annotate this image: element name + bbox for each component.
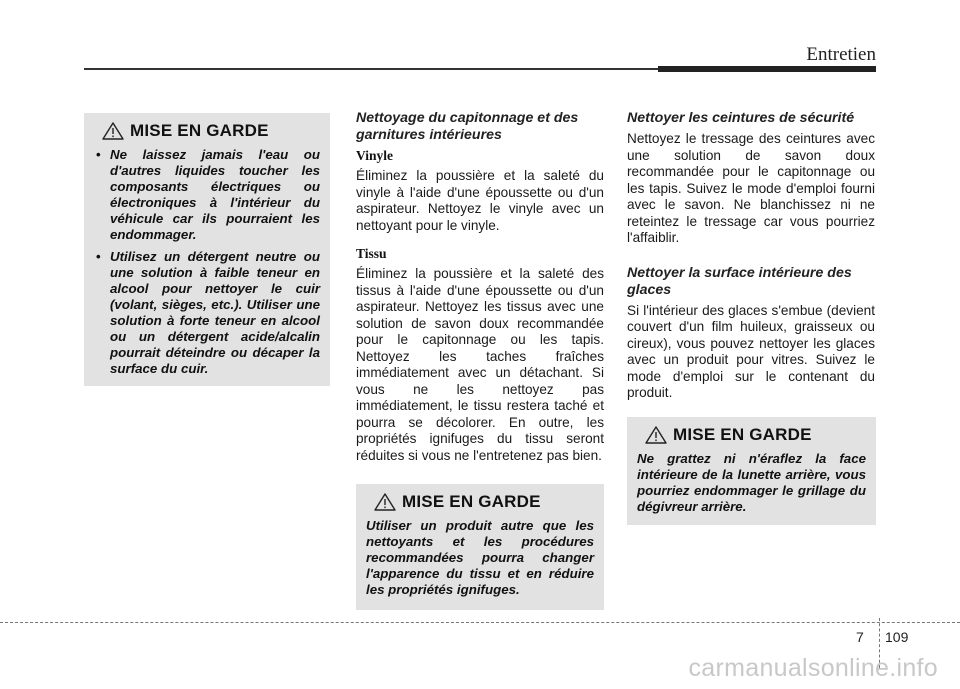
warning-text: Utiliser un produit autre que les nettoyants et les procédures recommandées pourra changer l'apparence du tissu et en réduire les propriétés ignifuges.: [366, 518, 594, 597]
warning-item: • Ne laissez jamais l'eau ou d'autres liquides toucher les composants électriques ou électroniques à l'intérieur du véhicule car ils pourraient les endommager.: [94, 147, 320, 243]
middle-column: [356, 110, 604, 476]
warning-item: • Utilisez un détergent neutre ou une solution à faible teneur en alcool pour nettoyer le cuir (volant, sièges, etc.). Utiliser une solution à forte teneur en alcool ou un détergent acide/alcalin pourrait déteindre ou décaper la surface du cuir.: [94, 249, 320, 377]
warning-title: MISE EN GARDE: [402, 492, 541, 511]
warning-box-right: [627, 417, 876, 525]
seatbelts-text: Nettoyez le tressage des ceintures avec une solution de savon doux recommandée pour le capitonnage ou les tapis. Suivez le mode d'emploi fourni avec le savon. Ne blanchissez ni ne reteintez le tressage car vous pourriez l'affaiblir.: [627, 131, 875, 245]
header-rule: [84, 68, 664, 70]
chapter-number: 7: [856, 629, 864, 645]
upholstery-heading: Nettoyage du capitonnage et des garnitures intérieures: [356, 110, 579, 143]
right-column: [627, 110, 875, 414]
glass-heading: Nettoyer la surface intérieure des glaces: [627, 264, 852, 298]
warning-triangle-icon: [374, 493, 396, 511]
warning-text: Ne grattez ni n'éraflez la face intérieure de la lunette arrière, vous pourriez endommager le grillage du dégivreur arrière.: [637, 451, 866, 514]
fabric-text: Éliminez la poussière et la saleté des tissus à l'aide d'une époussette ou d'un aspirateur. Nettoyez les tissus avec une solution de savon doux recommandée pour le capitonnage ou les tapis. Nettoyez les taches fraîches immédiatement avec un détachant. Si vous ne les nettoyez pas immédiatement, le tissu restera taché et pourra se décolorer. En outre, les propriétés ignifuges du tissu seront réduites si vous ne l'entretenez pas bien.: [356, 266, 604, 463]
vinyl-text: Éliminez la poussière et la saleté du vinyle à l'aide d'une époussette ou d'un aspirateur. Nettoyez le vinyle avec un nettoyant pour le vinyle.: [356, 168, 604, 233]
warning-header: [366, 492, 594, 512]
warning-header: [94, 121, 320, 141]
warning-title: MISE EN GARDE: [130, 121, 269, 140]
fabric-heading: Tissu: [356, 246, 387, 261]
warning-box-middle: [356, 484, 604, 610]
seatbelts-heading: Nettoyer les ceintures de sécurité: [627, 110, 855, 126]
warning-list: [94, 147, 320, 377]
watermark: carmanualsonline.info: [688, 654, 938, 682]
warning-triangle-icon: [102, 122, 124, 140]
section-title: Entretien: [806, 44, 876, 65]
warning-title: MISE EN GARDE: [673, 425, 812, 444]
warning-triangle-icon: [645, 426, 667, 444]
warning-header: [637, 425, 866, 445]
page-number: 109: [885, 629, 909, 645]
warning-box-left: [84, 113, 330, 386]
glass-text: Si l'intérieur des glaces s'embue (devient couvert d'un film huileux, graisseux ou cireux), vous pouvez nettoyer les glaces avec un produit pour vitres. Suivez le mode d'emploi sur le contenant du produit.: [627, 302, 875, 400]
vinyl-heading: Vinyle: [356, 148, 393, 163]
footer-rule: [0, 622, 960, 623]
header-rule-accent: [658, 66, 876, 72]
